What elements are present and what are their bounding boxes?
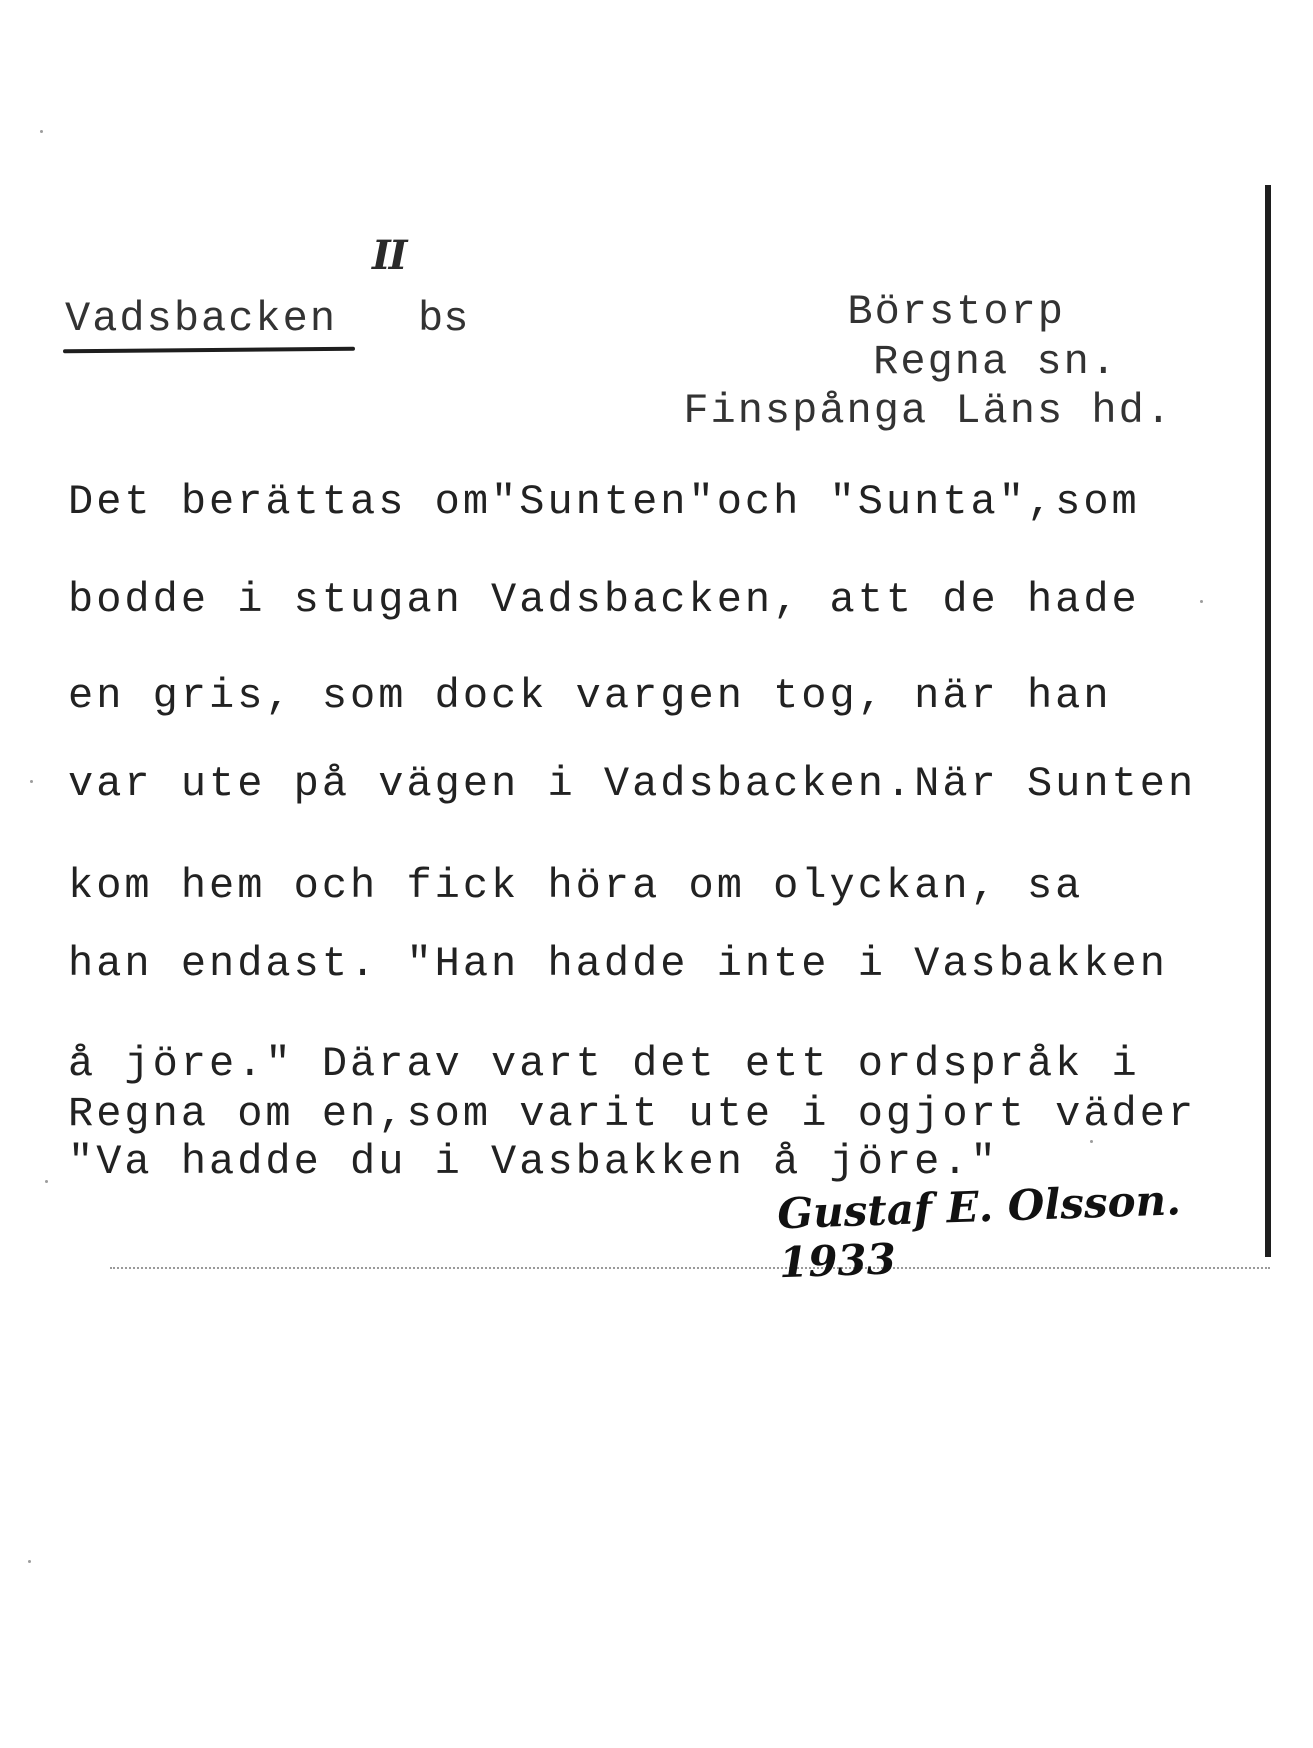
text-line: kom hem och fick höra om olyckan, sa bbox=[68, 862, 1084, 910]
paper-speck bbox=[1200, 600, 1203, 603]
text-line: bodde i stugan Vadsbacken, att de hade bbox=[68, 576, 1140, 624]
locality-district: Finspånga Läns hd. bbox=[683, 387, 1173, 435]
locality-farm: Börstorp bbox=[847, 288, 1065, 336]
place-name: Vadsbacken bbox=[65, 295, 338, 343]
place-type: bs bbox=[418, 295, 469, 343]
text-line: å jöre." Därav vart det ett ordspråk i bbox=[68, 1040, 1140, 1088]
text-line: han endast. "Han hadde inte i Vasbakken bbox=[68, 940, 1168, 988]
locality-parish: Regna sn. bbox=[873, 338, 1118, 386]
handwritten-signature: Gustaf E. Olsson. 1933 bbox=[776, 1175, 1182, 1288]
card-number: II bbox=[372, 232, 406, 279]
text-line: "Va hadde du i Vasbakken å jöre." bbox=[68, 1138, 999, 1186]
text-line: var ute på vägen i Vadsbacken.När Sunten bbox=[68, 760, 1197, 808]
text-line: Det berättas om"Sunten"och "Sunta",som bbox=[68, 478, 1140, 526]
card-right-edge bbox=[1265, 185, 1271, 1257]
place-name-underline bbox=[63, 347, 355, 354]
paper-speck bbox=[28, 1560, 31, 1563]
text-line: en gris, som dock vargen tog, när han bbox=[68, 672, 1112, 720]
paper-speck bbox=[40, 130, 43, 133]
paper-speck bbox=[1090, 1140, 1093, 1143]
paper-speck bbox=[45, 1180, 48, 1183]
text-line: Regna om en,som varit ute i ogjort väder bbox=[68, 1090, 1197, 1138]
paper-speck bbox=[30, 780, 33, 783]
